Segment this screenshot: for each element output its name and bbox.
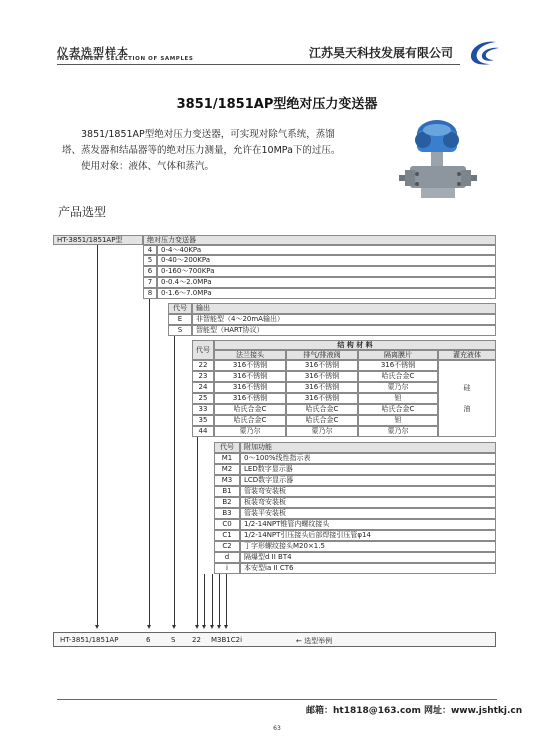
intro-line-3: 使用对象：液体、气体和蒸汽。 (81, 161, 215, 172)
option-code-header: 代号 (214, 442, 240, 453)
arrow-down-icon (95, 625, 99, 629)
material-vent: 316不锈钢 (286, 382, 358, 393)
option-desc: 丁字形螺纹接头M20×1.5 (240, 541, 496, 552)
option-code: B2 (214, 497, 240, 508)
footer-contact: 邮箱：ht1818@163.com 网址：www.jshtkj.cn (306, 706, 523, 716)
fill-fluid-cell (438, 360, 496, 437)
material-code: 33 (192, 404, 214, 415)
catalog-title-cn: 仪表选型样本 (57, 46, 129, 59)
material-code: 35 (192, 415, 214, 426)
arrow-down-icon (224, 625, 228, 629)
section-title: 产品选型 (58, 205, 107, 219)
example-material: 22 (192, 636, 201, 644)
option-code: M1 (214, 453, 240, 464)
option-desc: 本安型ia II CT6 (240, 563, 496, 574)
fill-fluid-char-1: 硅 (463, 383, 471, 392)
col-fill: 灌充液体 (438, 350, 496, 360)
output-code: E (168, 314, 192, 325)
output-desc: 非智能型（4～20mA输出） (192, 314, 496, 325)
material-vent: 哈氏合金C (286, 415, 358, 426)
col-flange: 法兰接头 (214, 350, 286, 360)
material-vent: 316不锈钢 (286, 371, 358, 382)
arrow-down-icon (210, 625, 214, 629)
arrow-down-icon (147, 625, 151, 629)
option-desc: 板装弯安装板 (240, 497, 496, 508)
connector-line-option-3 (219, 574, 220, 626)
material-flange: 316不锈钢 (214, 360, 286, 371)
page-number: 63 (273, 725, 281, 732)
option-code: M3 (214, 475, 240, 486)
material-vent: 哈氏合金C (286, 404, 358, 415)
product-photo (385, 112, 495, 222)
option-label-header: 附加功能 (240, 442, 496, 453)
material-vent: 316不锈钢 (286, 360, 358, 371)
example-model: HT-3851/1851AP (60, 636, 119, 644)
option-desc: LCD数字显示器 (240, 475, 496, 486)
example-label: ← 选型举例 (296, 637, 333, 645)
connector-line-option-4 (226, 574, 227, 626)
material-flange: 蒙乃尔 (214, 426, 286, 437)
option-code: d (214, 552, 240, 563)
option-code: i (214, 563, 240, 574)
range-code: 7 (143, 277, 157, 288)
footer-rule (57, 699, 497, 700)
material-flange: 316不锈钢 (214, 382, 286, 393)
range-code: 5 (143, 255, 157, 266)
intro-line-1: 3851/1851AP型绝对压力变送器，可实现对除气系统，蒸馏 (81, 129, 335, 140)
option-code: M2 (214, 464, 240, 475)
header-rule (57, 64, 460, 65)
material-diaphragm: 钽 (358, 415, 438, 426)
material-flange: 哈氏合金C (214, 415, 286, 426)
material-vent: 蒙乃尔 (286, 426, 358, 437)
connector-line-range (149, 299, 150, 626)
material-flange: 316不锈钢 (214, 393, 286, 404)
material-code: 44 (192, 426, 214, 437)
range-desc: 0-4～40KPa (157, 245, 496, 255)
arrow-down-icon (172, 625, 176, 629)
material-flange: 316不锈钢 (214, 371, 286, 382)
company-logo (466, 38, 502, 68)
example-output: S (171, 636, 176, 644)
output-code-header: 代号 (168, 303, 192, 314)
range-code: 4 (143, 245, 157, 255)
connector-line-option-2 (212, 574, 213, 626)
material-code: 25 (192, 393, 214, 404)
range-desc: 0-40～200KPa (157, 255, 496, 266)
range-desc: 0-0.4～2.0MPa (157, 277, 496, 288)
option-desc: 0～100%线性指示表 (240, 453, 496, 464)
company-name: 江苏昊天科技发展有限公司 (309, 46, 454, 60)
connector-line-option-1 (204, 574, 205, 626)
model-code: HT-3851/1851AP型 (53, 235, 143, 245)
example-options: M3B1C2i (211, 636, 243, 644)
material-code: 24 (192, 382, 214, 393)
material-diaphragm: 哈氏合金C (358, 404, 438, 415)
col-diaphragm: 隔离膜片 (358, 350, 438, 360)
page-title: 3851/1851AP型绝对压力变送器 (176, 97, 378, 112)
option-desc: 管装弯安装板 (240, 486, 496, 497)
arrow-down-icon (202, 625, 206, 629)
connector-line-material (197, 437, 198, 626)
option-desc: LED数字显示器 (240, 464, 496, 475)
material-code-header: 代号 (192, 340, 214, 360)
material-diaphragm: 钽 (358, 393, 438, 404)
material-code: 23 (192, 371, 214, 382)
option-code: C2 (214, 541, 240, 552)
arrow-down-icon (195, 625, 199, 629)
material-vent: 316不锈钢 (286, 393, 358, 404)
option-desc: 1/2-14NPT锥管内螺纹接头 (240, 519, 496, 530)
option-desc: 管装平安装板 (240, 508, 496, 519)
fill-fluid-char-2: 油 (463, 404, 471, 413)
range-desc: 0-1.6～7.0MPa (157, 288, 496, 299)
connector-line-model (97, 245, 98, 626)
intro-line-2: 塔、蒸发器和结晶器等的绝对压力测量，允许在10MPa下的过压。 (62, 145, 341, 156)
output-desc: 智能型（HART协议） (192, 325, 496, 336)
material-title: 结 构 材 料 (214, 340, 496, 350)
option-code: C1 (214, 530, 240, 541)
option-code: C0 (214, 519, 240, 530)
output-label-header: 输出 (192, 303, 496, 314)
arrow-down-icon (217, 625, 221, 629)
option-desc: 隔爆型d II BT4 (240, 552, 496, 563)
output-code: S (168, 325, 192, 336)
material-code: 22 (192, 360, 214, 371)
connector-line-output (174, 336, 175, 626)
example-range: 6 (146, 636, 151, 644)
range-code: 6 (143, 266, 157, 277)
range-desc: 0-160～700KPa (157, 266, 496, 277)
material-diaphragm: 蒙乃尔 (358, 382, 438, 393)
material-diaphragm: 蒙乃尔 (358, 426, 438, 437)
col-vent: 排气/排液阀 (286, 350, 358, 360)
material-diaphragm: 316不锈钢 (358, 360, 438, 371)
model-desc: 绝对压力变送器 (143, 235, 496, 245)
catalog-title-en: INSTRUMENT SELECTION OF SAMPLES (57, 56, 194, 62)
example-row (53, 632, 496, 647)
option-code: B3 (214, 508, 240, 519)
range-code: 8 (143, 288, 157, 299)
material-flange: 哈氏合金C (214, 404, 286, 415)
material-diaphragm: 哈氏合金C (358, 371, 438, 382)
option-desc: 1/2-14NPT引压接头后部焊接引压管φ14 (240, 530, 496, 541)
option-code: B1 (214, 486, 240, 497)
